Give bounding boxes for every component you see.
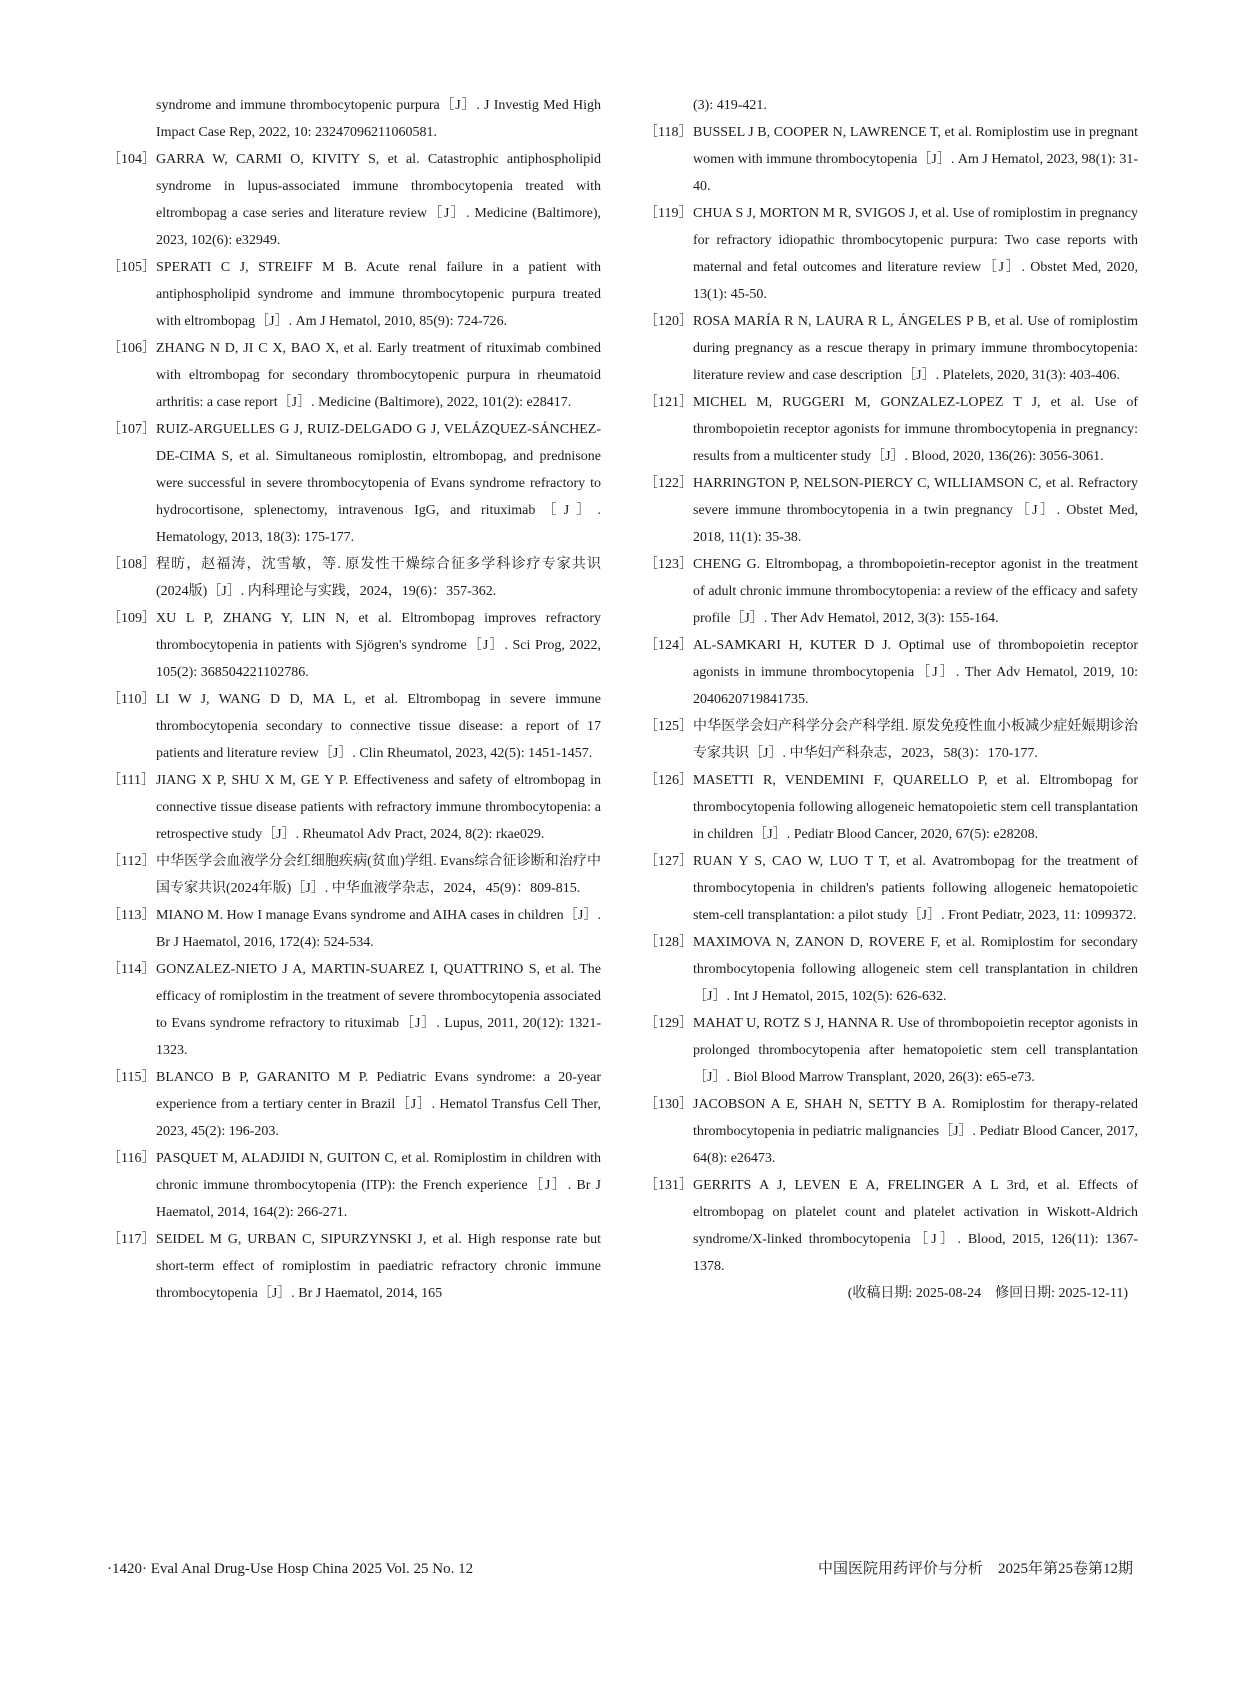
- reference-item: [644, 119, 1138, 200]
- reference-text: GONZALEZ-NIETO J A, MARTIN-SUAREZ I, QUATTRINO S, et al. The efficacy of romiplostim in the treatment of severe thrombocytopenia associated to Evans syndrome refractory to rituximab［J］. Lupus, 2011, 20(12): 1321-1323.: [156, 962, 601, 1058]
- reference-number: ［126］: [644, 773, 693, 788]
- reference-number: ［121］: [644, 395, 693, 410]
- reference-text: GARRA W, CARMI O, KIVITY S, et al. Catastrophic antiphospholipid syndrome in lupus-associated immune thrombocytopenia treated with eltrombopag a case series and literature review［J］. Medicine (Baltimore), 2023, 102(6): e32949.: [156, 152, 601, 248]
- reference-text: JIANG X P, SHU X M, GE Y P. Effectiveness and safety of eltrombopag in connective tissue disease patients with refractory immune thrombocytopenia: a retrospective study［J］. Rheumatol Adv Pract, 2024, 8(2): rkae029.: [156, 773, 601, 842]
- reference-number: ［109］: [107, 611, 156, 626]
- reference-text: LI W J, WANG D D, MA L, et al. Eltrombopag in severe immune thrombocytopenia secondary to connective tissue disease: a report of 17 patients and literature review［J］. Clin Rheumatol, 2023, 42(5): 1451-1457.: [156, 692, 601, 761]
- reference-number: ［115］: [107, 1070, 156, 1085]
- reference-item: [644, 767, 1138, 848]
- reference-number: ［119］: [644, 206, 693, 221]
- reference-number: ［116］: [107, 1151, 156, 1166]
- reference-item: [107, 1226, 601, 1307]
- reference-item: [107, 1064, 601, 1145]
- reference-text: 程昉，赵福涛，沈雪敏，等. 原发性干燥综合征多学科诊疗专家共识(2024版)［J］. 内科理论与实践，2024，19(6)：357-362.: [156, 557, 601, 599]
- reference-text: MICHEL M, RUGGERI M, GONZALEZ-LOPEZ T J, et al. Use of thrombopoietin receptor agonists for immune thrombocytopenia in pregnancy: results from a multicenter study［J］. Blood, 2020, 136(26): 3056-3061.: [693, 395, 1138, 464]
- reference-number: ［122］: [644, 476, 693, 491]
- reference-text: MASETTI R, VENDEMINI F, QUARELLO P, et al. Eltrombopag for thrombocytopenia following allogeneic hematopoietic stem cell transplantation in children［J］. Pediatr Blood Cancer, 2020, 67(5): e28208.: [693, 773, 1138, 842]
- reference-text: syndrome and immune thrombocytopenic purpura［J］. J Investig Med High Impact Case Rep, 2022, 10: 23247096211060581.: [156, 98, 601, 140]
- reference-number: ［125］: [644, 719, 693, 734]
- reference-number: ［131］: [644, 1178, 693, 1193]
- reference-number: ［112］: [107, 854, 156, 869]
- reference-number: ［110］: [107, 692, 156, 707]
- reference-item: [644, 551, 1138, 632]
- reference-text: (3): 419-421.: [693, 98, 767, 113]
- reference-number: ［114］: [107, 962, 156, 977]
- reference-item: [644, 1172, 1138, 1280]
- reference-item: [644, 389, 1138, 470]
- reference-item: [107, 551, 601, 605]
- reference-text: RUAN Y S, CAO W, LUO T T, et al. Avatrombopag for the treatment of thrombocytopenia in children's patients following allogeneic hematopoietic stem-cell transplantation: a pilot study［J］. Front Pediatr, 2023, 11: 1099372.: [693, 854, 1138, 923]
- reference-item: [644, 92, 1138, 119]
- reference-item: [107, 956, 601, 1064]
- reference-text: CHENG G. Eltrombopag, a thrombopoietin-receptor agonist in the treatment of adult chronic immune thrombocytopenia: a review of the efficacy and safety profile［J］. Ther Adv Hematol, 2012, 3(3): 155-164.: [693, 557, 1138, 626]
- reference-text: XU L P, ZHANG Y, LIN N, et al. Eltrombopag improves refractory thrombocytopenia in patients with Sjögren's syndrome［J］. Sci Prog, 2022, 105(2): 368504221102786.: [156, 611, 601, 680]
- reference-column-left: [107, 92, 601, 1307]
- reference-item: [644, 1091, 1138, 1172]
- reference-item: [644, 308, 1138, 389]
- reference-text: MIANO M. How I manage Evans syndrome and AIHA cases in children［J］. Br J Haematol, 2016, 172(4): 524-534.: [156, 908, 601, 950]
- reference-number: ［127］: [644, 854, 693, 869]
- reference-text: 中华医学会妇产科学分会产科学组. 原发免疫性血小板减少症妊娠期诊治专家共识［J］. 中华妇产科杂志，2023，58(3)：170-177.: [693, 719, 1138, 761]
- reference-number: ［124］: [644, 638, 693, 653]
- reference-item: [107, 848, 601, 902]
- reference-text: SPERATI C J, STREIFF M B. Acute renal failure in a patient with antiphospholipid syndrome and immune thrombocytopenic purpura treated with eltrombopag［J］. Am J Hematol, 2010, 85(9): 724-726.: [156, 260, 601, 329]
- reference-item: [107, 686, 601, 767]
- reference-text: MAHAT U, ROTZ S J, HANNA R. Use of thrombopoietin receptor agonists in prolonged thrombocytopenia after hematopoietic stem cell transplantation［J］. Biol Blood Marrow Transplant, 2020, 26(3): e65-e73.: [693, 1016, 1138, 1085]
- reference-item: [644, 1010, 1138, 1091]
- reference-item: [107, 335, 601, 416]
- reference-number: ［107］: [107, 422, 156, 437]
- received-revised-dates: (收稿日期: 2025-08-24 修回日期: 2025-12-11): [847, 1286, 1128, 1301]
- footer-journal-title: 中国医院用药评价与分析 2025年第25卷第12期: [817, 1561, 1133, 1577]
- reference-item: [107, 1145, 601, 1226]
- reference-item: [644, 848, 1138, 929]
- reference-text: RUIZ-ARGUELLES G J, RUIZ-DELGADO G J, VELÁZQUEZ-SÁNCHEZ-DE-CIMA S, et al. Simultaneous romiplostin, eltrombopag, and prednisone were successful in severe thrombocytopenia of Evans syndrome refractory to hydrocortisone, splenectomy, intravenous IgG, and rituximab［J］. Hematology, 2013, 18(3): 175-177.: [156, 422, 601, 545]
- reference-item: [107, 254, 601, 335]
- reference-item: [107, 767, 601, 848]
- reference-text: ZHANG N D, JI C X, BAO X, et al. Early treatment of rituximab combined with eltrombopag for secondary thrombocytopenic purpura in rheumatoid arthritis: a case report［J］. Medicine (Baltimore), 2022, 101(2): e28417.: [156, 341, 601, 410]
- reference-number: ［118］: [644, 125, 693, 140]
- reference-item: [644, 200, 1138, 308]
- reference-text: BLANCO B P, GARANITO M P. Pediatric Evans syndrome: a 20-year experience from a tertiary center in Brazil［J］. Hematol Transfus Cell Ther, 2023, 45(2): 196-203.: [156, 1070, 601, 1139]
- reference-item: [644, 632, 1138, 713]
- reference-number: ［113］: [107, 908, 156, 923]
- reference-item: [107, 416, 601, 551]
- reference-text: AL-SAMKARI H, KUTER D J. Optimal use of thrombopoietin receptor agonists in immune thrombocytopenia［J］. Ther Adv Hematol, 2019, 10: 2040620719841735.: [693, 638, 1138, 707]
- reference-column-right: [644, 92, 1138, 1307]
- reference-number: ［106］: [107, 341, 156, 356]
- reference-number: ［130］: [644, 1097, 693, 1112]
- reference-text: PASQUET M, ALADJIDI N, GUITON C, et al. Romiplostim in children with chronic immune thrombocytopenia (ITP): the French experience［J］. Br J Haematol, 2014, 164(2): 266-271.: [156, 1151, 601, 1220]
- reference-number: ［123］: [644, 557, 693, 572]
- reference-text: JACOBSON A E, SHAH N, SETTY B A. Romiplostim for therapy-related thrombocytopenia in pediatric malignancies［J］. Pediatr Blood Cancer, 2017, 64(8): e26473.: [693, 1097, 1138, 1166]
- reference-text: HARRINGTON P, NELSON-PIERCY C, WILLIAMSON C, et al. Refractory severe immune thrombocytopenia in a twin pregnancy［J］. Obstet Med, 2018, 11(1): 35-38.: [693, 476, 1138, 545]
- reference-item: [107, 605, 601, 686]
- reference-number: ［111］: [107, 773, 155, 788]
- reference-text: SEIDEL M G, URBAN C, SIPURZYNSKI J, et al. High response rate but short-term effect of romiplostim in paediatric refractory chronic immune thrombocytopenia［J］. Br J Haematol, 2014, 165: [156, 1232, 601, 1301]
- reference-number: ［120］: [644, 314, 693, 329]
- reference-text: 中华医学会血液学分会红细胞疾病(贫血)学组. Evans综合征诊断和治疗中国专家共识(2024年版)［J］. 中华血液学杂志，2024，45(9)：809-815.: [156, 854, 601, 896]
- reference-item: [107, 92, 601, 146]
- reference-text: ROSA MARÍA R N, LAURA R L, ÁNGELES P B, et al. Use of romiplostim during pregnancy as a rescue therapy in primary immune thrombocytopenia: literature review and case description［J］. Platelets, 2020, 31(3): 403-406.: [693, 314, 1138, 383]
- reference-text: MAXIMOVA N, ZANON D, ROVERE F, et al. Romiplostim for secondary thrombocytopenia following allogeneic stem cell transplantation in children［J］. Int J Hematol, 2015, 102(5): 626-632.: [693, 935, 1138, 1004]
- footer-journal-citation: ·1420· Eval Anal Drug-Use Hosp China 2025 Vol. 25 No. 12: [107, 1561, 474, 1577]
- reference-number: ［129］: [644, 1016, 693, 1031]
- reference-number: ［117］: [107, 1232, 156, 1247]
- reference-text: BUSSEL J B, COOPER N, LAWRENCE T, et al. Romiplostim use in pregnant women with immune thrombocytopenia［J］. Am J Hematol, 2023, 98(1): 31-40.: [693, 125, 1138, 194]
- reference-number: ［105］: [107, 260, 156, 275]
- reference-item: [644, 713, 1138, 767]
- reference-number: ［104］: [107, 152, 156, 167]
- reference-item: [644, 929, 1138, 1010]
- reference-item: [644, 470, 1138, 551]
- reference-text: GERRITS A J, LEVEN E A, FRELINGER A L 3rd, et al. Effects of eltrombopag on platelet count and platelet activation in Wiskott-Aldrich syndrome/X-linked thrombocytopenia［J］. Blood, 2015, 126(11): 1367-1378.: [693, 1178, 1138, 1274]
- reference-text: CHUA S J, MORTON M R, SVIGOS J, et al. Use of romiplostim in pregnancy for refractory idiopathic thrombocytopenic purpura: Two case reports with maternal and fetal outcomes and literature review［J］. Obstet Med, 2020, 13(1): 45-50.: [693, 206, 1138, 302]
- reference-item: [107, 902, 601, 956]
- reference-item: [107, 146, 601, 254]
- reference-number: ［128］: [644, 935, 693, 950]
- reference-number: ［108］: [107, 557, 156, 572]
